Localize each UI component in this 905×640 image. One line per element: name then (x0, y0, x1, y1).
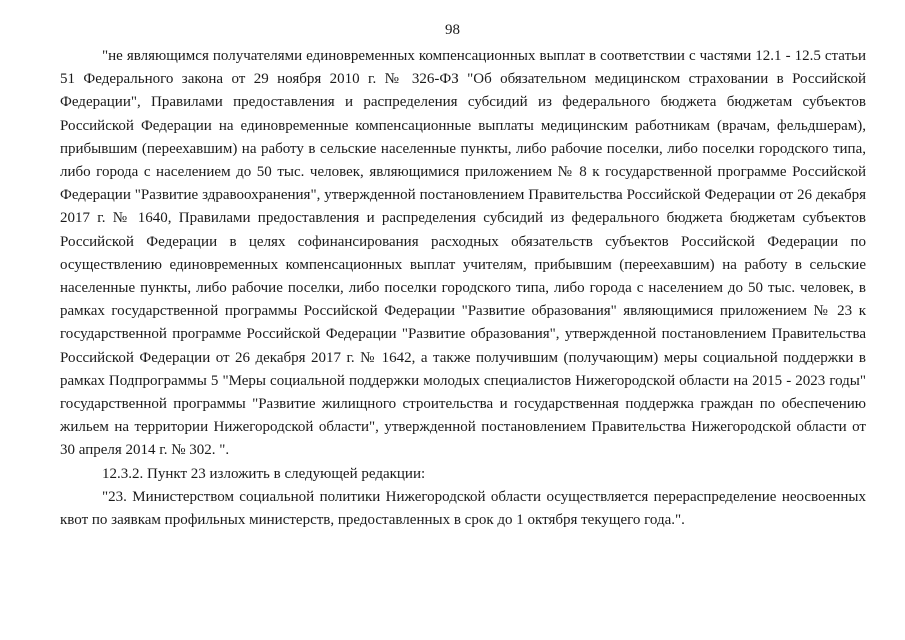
paragraph-clause-12-3-2: 12.3.2. Пункт 23 изложить в следующей редакции: (102, 465, 426, 482)
paragraph-quoted-amendment: "не являющимся получателями единовременных компенсационных выплат в соответствии с частями 12.1 - 12.5 статьи 51 Федерального закона от 29 ноября 2010 г. № 326-ФЗ "Об обязательном медицинском страховании в Российской Федерации", Правилами предоставления и распределения субсидий из федерального бюджета бюджетам субъектов Российской Федерации на единовременные компенсационные выплаты медицинским работникам (врачам, фельдшерам), прибывшим (переехавшим) на работу в сельские населенные пункты, либо рабочие поселки, либо поселки городского типа, либо города с населением до 50 тыс. человек, являющимися приложением № 8 к государственной программе Российской Федерации "Развитие здравоохранения", утвержденной постановлением Правительства Российской Федерации от 26 декабря 2017 г. № 1640, Правилами предоставления и распределения субсидий из федерального бюджета бюджетам субъектов Российской Федерации в целях софинансирования расходных обязательств субъектов Российской Федерации по осуществлению единовременных компенсационных выплат учителям, прибывшим (переехавшим) на работу в сельские населенные пункты, либо рабочие поселки, либо поселки городского типа, либо города с населением до 50 тыс. человек, в рамках государственной программы Российской Федерации "Развитие образования" являющимися приложением № 23 к государственной программе Российской Федерации "Развитие образования", утвержденной постановлением Правительства Российской Федерации от 26 декабря 2017 г. № 1642, а также получившим (получающим) меры социальной поддержки в рамках Подпрограммы 5 "Меры социальной поддержки молодых специалистов Нижегородской области на 2015 - 2023 годы" государственной программы "Развитие жилищного строительства и государственная поддержка граждан по обеспечению жильем на территории Нижегородской области", утвержденной постановлением Правительства Нижегородской области от 30 апреля 2014 г. № 302. ". (60, 48, 866, 459)
document-body (60, 45, 866, 532)
paragraph-item-23: "23. Министерством социальной политики Нижегородской области осуществляется перераспределение неосвоенных квот по заявкам профильных министерств, предоставленных в срок до 1 октября текущего года.". (60, 488, 866, 529)
page-number: 98 (445, 22, 460, 38)
